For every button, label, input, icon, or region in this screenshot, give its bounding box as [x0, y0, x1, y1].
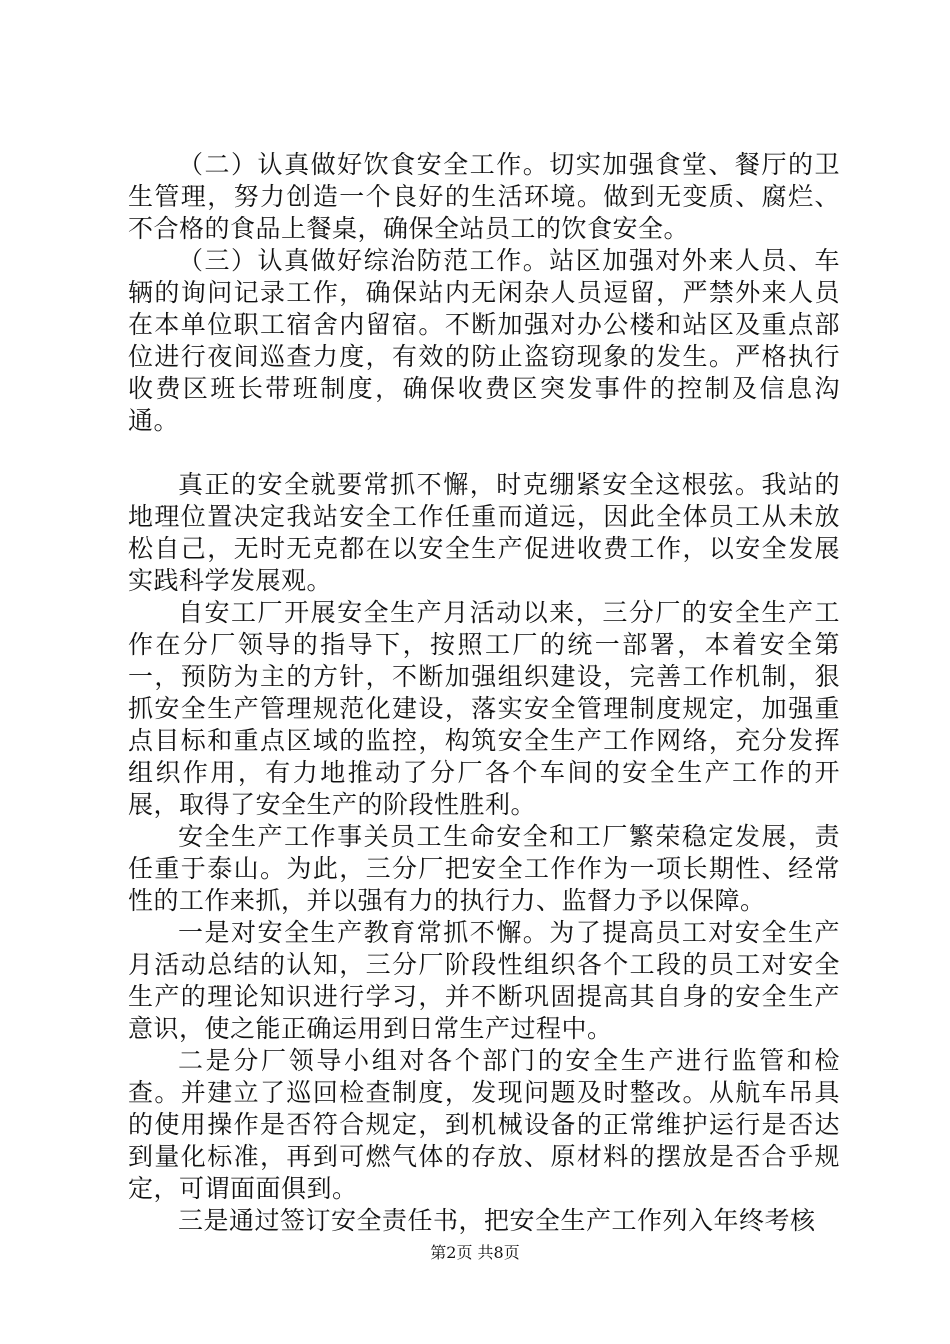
paragraph-spacer	[128, 437, 840, 469]
paragraph-security-prevention: （三）认真做好综治防范工作。站区加强对外来人员、车辆的询问记录工作，确保站内无闲杂人员逗留，严禁外来人员在本单位职工宿舍内留宿。不断加强对办公楼和站区及重点部位进行夜间巡查力度，有效的防止盗窃现象的发生。严格执行收费区班长带班制度，确保收费区突发事件的控制及信息沟通。	[128, 246, 840, 435]
paragraph-point-one-education: 一是对安全生产教育常抓不懈。为了提高员工对安全生产月活动总结的认知，三分厂阶段性组织各个工段的员工对安全生产的理论知识进行学习，并不断巩固提高其自身的安全生产意识，使之能正确运用到日常生产过程中。	[128, 918, 840, 1043]
paragraph-safety-responsibility: 安全生产工作事关员工生命安全和工厂繁荣稳定发展，责任重于泰山。为此，三分厂把安全工作作为一项长期性、经常性的工作来抓，并以强有力的执行力、监督力予以保障。	[128, 822, 840, 915]
paragraph-point-two-inspection: 二是分厂领导小组对各个部门的安全生产进行监管和检查。并建立了巡回检查制度，发现问题及时整改。从航车吊具的使用操作是否符合规定，到机械设备的正常维护运行是否达到量化标准，再到可燃气体的存放、原材料的摆放是否合乎规定，可谓面面俱到。	[128, 1046, 840, 1203]
page-number-footer: 第2页 共8页	[430, 1243, 520, 1262]
paragraph-food-safety: （二）认真做好饮食安全工作。切实加强食堂、餐厅的卫生管理，努力创造一个良好的生活环境。做到无变质、腐烂、不合格的食品上餐桌，确保全站员工的饮食安全。	[128, 150, 840, 243]
document-body	[128, 149, 840, 1237]
paragraph-safety-vigilance: 真正的安全就要常抓不懈，时克绷紧安全这根弦。我站的地理位置决定我站安全工作任重而道远，因此全体员工从未放松自己，无时无克都在以安全生产促进收费工作，以安全发展实践科学发展观。	[128, 470, 840, 595]
paragraph-safety-month-overview: 自安工厂开展安全生产月活动以来，三分厂的安全生产工作在分厂领导的指导下，按照工厂的统一部署，本着安全第一，预防为主的方针，不断加强组织建设，完善工作机制，狠抓安全生产管理规范化建设，落实安全管理制度规定，加强重点目标和重点区域的监控，构筑安全生产工作网络，充分发挥组织作用，有力地推动了分厂各个车间的安全生产工作的开展，取得了安全生产的阶段性胜利。	[128, 598, 840, 819]
paragraph-point-three-responsibility: 三是通过签订安全责任书，把安全生产工作列入年终考核	[178, 1206, 816, 1235]
